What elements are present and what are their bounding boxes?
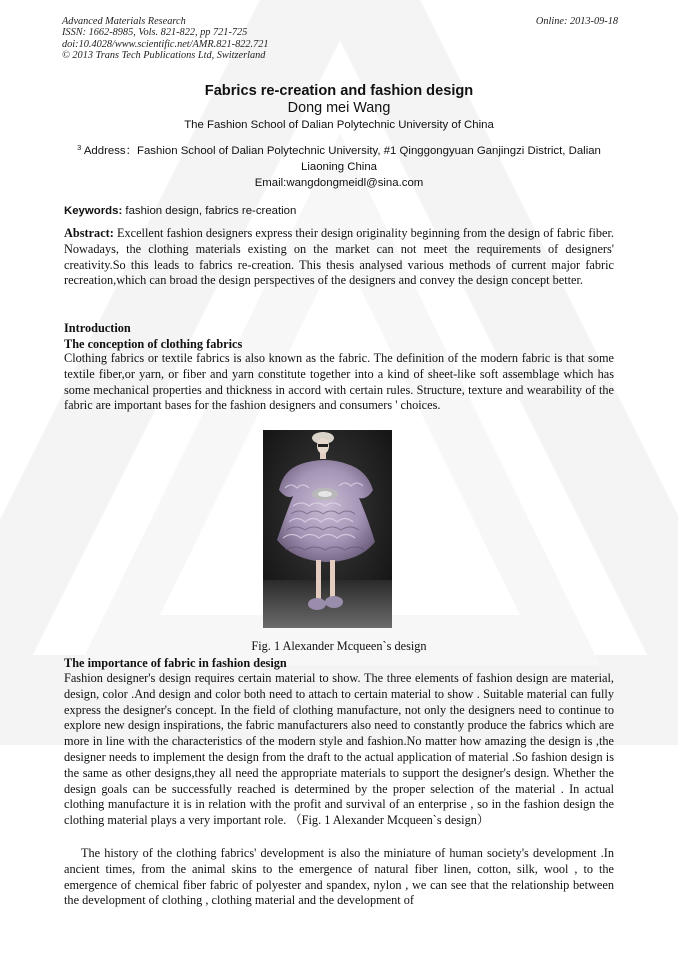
model-illustration (263, 430, 392, 628)
fashion-photo (263, 430, 392, 628)
abstract-paragraph (64, 226, 614, 289)
address-separator: ： (125, 145, 138, 157)
introduction-heading: Introduction (64, 321, 131, 335)
journal-issn: ISSN: 1662-8985, Vols. 821-822, pp 721-725 (62, 27, 248, 39)
address-label: Address (83, 145, 126, 157)
history-paragraph: The history of the clothing fabrics' development is also the miniature of human society's development .In ancient times, from the animal skins to the emergence of natural fiber linen, cotton, silk, wool , to the emergence of chemical fiber fabric of polyester and spandex, nylon , we can see that the relationship between the development of clothing , clothing material and the development of (64, 846, 614, 908)
abstract-label: Abstract: (64, 226, 114, 240)
importance-heading: The importance of fabric in fashion design (64, 656, 287, 670)
journal-doi[interactable]: doi:10.4028/www.scientific.net/AMR.821-822.721 (62, 38, 269, 50)
journal-copyright: © 2013 Trans Tech Publications Ltd, Switzerland (62, 50, 266, 62)
journal-name: Advanced Materials Research (62, 16, 186, 27)
address-text: Fashion School of Dalian Polytechnic University, #1 Qinggongyuan Ganjingzi District, Dalian Liaoning China (137, 145, 601, 173)
importance-paragraph: Fashion designer's design requires certain material to show. The three elements of fashion design are material, design, color .And design and color both need to attach to certain material to show . Suitable material can fully express the designer's concept. In the field of clothing manufacture, not only the designers need to continue to explore new design inspirations, the fabric manufacturers also need to constantly produce the fabrics which are more in line with the characteristics of the modern style and fashion.No matter how amazing the design is ,the designer needs to implement the design from the draft to the actual application of material .So fashion design is the same as other designs,they all need the appropriate materials to support the designer's design. Whether the design goals can be successfully reached is determined by the proper selection of the material . In actual clothing manufacture it is in relation with the profit and survival of an enterprise , so in the fashion design the clothing material plays a very important role. （Fig. 1 Alexander Mcqueen`s design） (64, 671, 614, 828)
paper-title: Fabrics re-creation and fashion design (204, 83, 474, 99)
paper-author: Dong mei Wang (287, 100, 391, 116)
keywords-label: Keywords: (64, 205, 123, 217)
concept-paragraph: Clothing fabrics or textile fabrics is also known as the fabric. The definition of the modern fabric is that some textile fiber,or yarn, or fiber and yarn constitute together into a kind of sheet-like soft assemblage which has some mechanical properties and thickness in accord with certain rules. Structure, texture and wearability of the fabric are important bases for the fashion designers and consumers ' choices. (64, 351, 614, 413)
paper-affiliation: The Fashion School of Dalian Polytechnic University of China (184, 119, 494, 131)
online-date: Online: 2013-09-18 (535, 16, 618, 27)
keywords-text: fashion design, fabrics re-creation (125, 205, 297, 217)
journal-header (62, 16, 618, 62)
keywords-line (64, 205, 616, 217)
abstract-text: Excellent fashion designers express their design originality beginning from the design of fabric fiber. Nowadays, the clothing materials existing on the market can not meet the requirements of designers' creativity.So this leads to fabrics re-creation. This thesis analysed various methods of current major fabric recreation,which can broad the design perspectives of the designers and convey the design concept better. (64, 226, 615, 288)
figure-caption: Fig. 1 Alexander Mcqueen`s design (251, 639, 427, 653)
concept-heading: The conception of clothing fabrics (64, 337, 243, 351)
paper-email[interactable]: Email:wangdongmeidl@sina.com (254, 177, 424, 189)
paper-address (64, 140, 614, 175)
address-superscript: 3 (77, 143, 82, 152)
